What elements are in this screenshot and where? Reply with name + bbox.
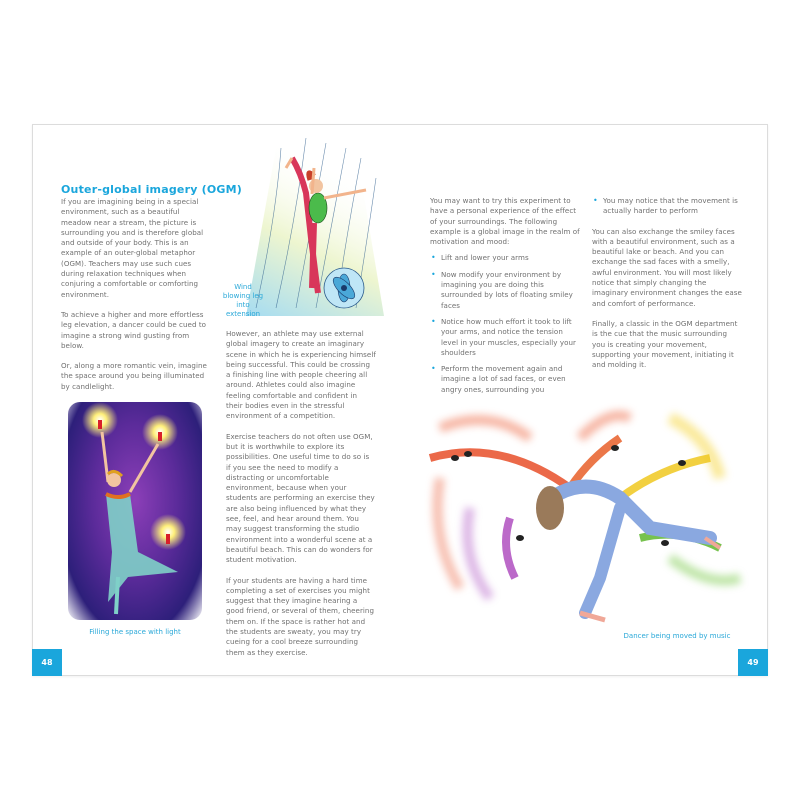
left-col1-text: [61, 197, 211, 402]
paragraph: However, an athlete may use external global imagery to create an imaginary scene in which he is experiencing himself being successful. This could be crossing a finishing line with people cheering all around. Athletes could also imagine feeling comfortable and confident in their bodies even in the stressful environment of a competition.: [226, 329, 376, 421]
bullet-list: [592, 196, 742, 217]
paragraph: Or, along a more romantic vein, imagine the space around you being illuminated by candlelight.: [61, 361, 207, 391]
paragraph: Exercise teachers do not often use OGM, but it is worthwhile to explore its possibilities. One useful time to do so is if you see the need to modify a distracting or uncomfortable environment, because when your students are performing an exercise they are also being influenced by what they see, feel, and hear around them. You may suggest transforming the studio environment into a wonderful scene at a beautiful beach. This can do wonders for student motivation.: [226, 431, 375, 565]
page-number-right: 49: [738, 649, 768, 676]
caption-light: Filling the space with light: [89, 628, 181, 636]
bullet-item: • Perform the movement again and imagine a lot of sad faces, or even angry ones, surrounding you: [430, 364, 582, 395]
paragraph: Finally, a classic in the OGM department is the cue that the music surrounding you is creating your movement, supporting your movement, initiating it and molding it.: [592, 318, 738, 370]
bullet-item: • Now modify your environment by imagining you are doing this surrounded by lots of floating smiley faces: [430, 270, 582, 311]
candle-dancer-illustration: [68, 402, 202, 620]
right-col1-text: [430, 196, 582, 401]
paragraph: You may want to try this experiment to have a personal experience of the effect of your surroundings. The following example is a global image in the realm of motivation and mood:: [430, 196, 580, 247]
section-heading: Outer-global imagery (OGM): [61, 183, 242, 196]
bullet-item: • Notice how much effort it took to lift your arms, and notice the tension level in your muscles, especially your shoulders: [430, 317, 582, 358]
music-dancer-illustration: [420, 398, 760, 628]
candle-dancer-image: [68, 402, 202, 620]
left-col2-text: [226, 329, 376, 668]
paragraph: If you are imagining being in a special environment, such as a beautiful meadow near a stream, the picture is surrounding you and is therefore global and outside of your body. This is an example of an outer-global metaphor (OGM). Teachers may use such cues during relaxation techniques when conjuring a comfortable or comforting environment.: [61, 197, 204, 299]
music-dancer-image: [420, 398, 760, 628]
caption-wind: Wind blowing leg into extension: [222, 283, 264, 318]
page-number-left: 48: [32, 649, 62, 676]
bullet-item: • You may notice that the movement is actually harder to perform: [592, 196, 742, 217]
paragraph: To achieve a higher and more effortless leg elevation, a dancer could be cued to imagine a strong wind gusting from below.: [61, 309, 207, 350]
bullet-item: • Lift and lower your arms: [430, 253, 582, 263]
caption-music: Dancer being moved by music: [623, 632, 731, 640]
right-col2-text: [592, 196, 742, 380]
paragraph: You can also exchange the smiley faces with a beautiful environment, such as a beautiful lake or beach. And you can exchange the sad faces with a smelly, awful environment. You will most likely notice that simply changing the imaginary environment changes the ease and comfort of performance.: [592, 226, 742, 308]
paragraph: If your students are having a hard time completing a set of exercises you might suggest that they imagine hearing a good friend, or several of them, cheering them on. If the space is rather hot and the students are sweaty, you may try cueing for a cool breeze surrounding them as they exercise.: [226, 575, 375, 657]
bullet-list: [430, 253, 582, 395]
